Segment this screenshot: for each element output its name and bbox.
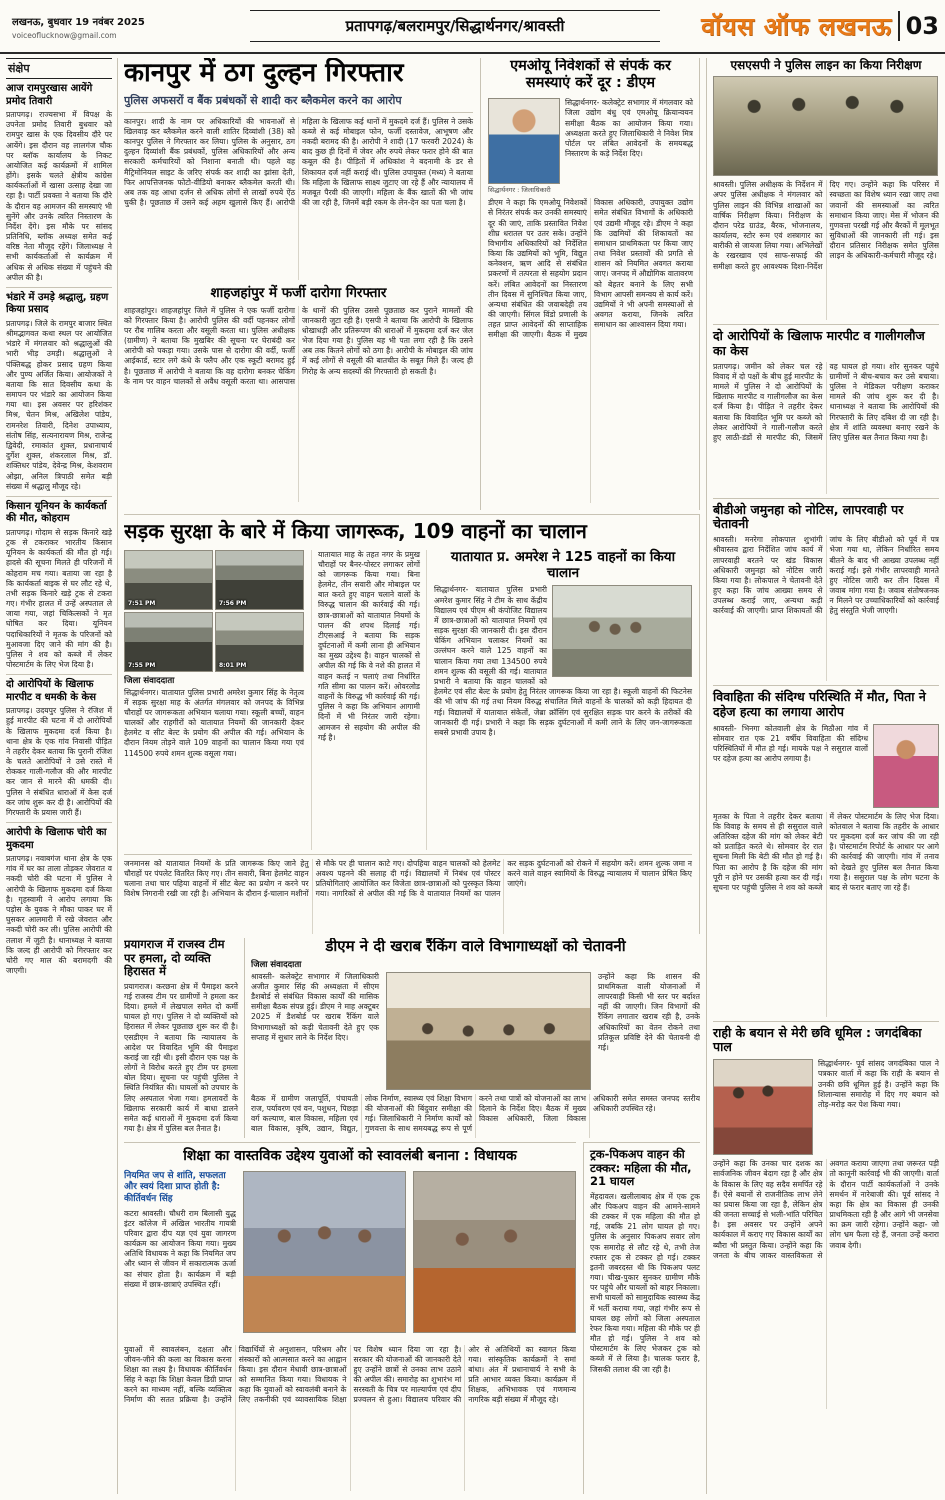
article-body-left: सिद्धार्थनगर। यातायात पुलिस प्रभारी अमरेश कुमार सिंह के नेतृत्व में सड़क सुरक्षा माह के अंतर्गत मंगलवार को जनपद के विभिन्न चौराहों पर जागरूकता अभियान चलाया गया। स्कूली बच्चों, वाहन चालकों और राहगीरों को यातायात नियमों की जानकारी देकर हेलमेट व सीट बेल्ट के प्रयोग की अपील की गई। अभियान के दौरान नियम तोड़ने वाले 109 वाहनों का चालान किया गया एवं 114500 रुपये शमन शुल्क वसूला गया। — [124, 687, 304, 758]
brief-headline: आरोपी के खिलाफ चोरी का मुकदमा — [6, 827, 107, 851]
nested-article-body: सिद्धार्थनगर- यातायात पुलिस प्रभारी अमरेश कुमार सिंह ने टीम के साथ केंद्रीय विद्यालय एवं पीएम श्री कंपोजिट विद्यालय में छात्र-छात्राओं को यातायात नियमों एवं सड़क सुरक्षा की जानकारी दी। इस दौरान चेकिंग अभियान चलाकर नियमों का उल्लंघन करने वाले 125 वाहनों का चालान किया गया तथा 134500 रुपये शमन शुल्क की वसूली की गई। यातायात प्रभारी ने बताया कि वाहन चालकों को हेलमेट एवं सीट बेल्ट के प्रयोग हेतु निरंतर जागरूक किया जा रहा है। स्कूली वाहनों की फिटनेस की भी जांच की गई तथा नियम विरुद्ध संचालित मिले वाहनों के चालकों को कड़ी हिदायत दी गई। विद्यालयों में यातायात संकेतों, जेब्रा क्रॉसिंग एवं सुरक्षित सड़क पार करने के तरीकों की जानकारी दी गई। प्रभारी ने कहा कि सड़क दुर्घटनाओं में कमी लाने के लिए जन-जागरूकता सबसे प्रभावी उपाय है। — [434, 585, 692, 737]
photo-timestamp: 8:01 PM — [219, 661, 247, 669]
photo-timestamp: 7:56 PM — [219, 599, 247, 607]
byline: जिला संवाददाता — [251, 959, 302, 970]
divider — [713, 498, 939, 499]
contact-email[interactable]: voiceoflucknow@gmail.com — [12, 31, 117, 40]
sub-article-headline: शाहजहांपुर में फर्जी दारोगा गिरफ्तार — [210, 284, 387, 301]
article-lead: श्रावस्ती- भिनगा कोतवाली क्षेत्र के मिठौआ गांव में सोमवार रात एक 21 वर्षीय विवाहिता की संदिग्ध परिस्थितियों में मौत हो गई। मायके पक्ष ने ससुराल वालों पर दहेज हत्या का आरोप लगाया है। — [713, 723, 868, 764]
article-rahi-jagdambika-pal — [713, 1026, 939, 1410]
nested-article-headline: यातायात प्र. अमरेश ने 125 वाहनों का किया चालान — [450, 548, 676, 581]
article-headline: विवाहिता की संदिग्ध परिस्थिति में मौत, पिता ने दहेज हत्या का लगाया आरोप — [713, 689, 926, 719]
brief-item — [6, 292, 112, 492]
divider — [124, 112, 473, 113]
photo-caption: सिद्धार्थनगर : जिलाधिकारी — [488, 186, 551, 195]
photo-timestamp: 7:55 PM — [128, 661, 156, 669]
photo-figure — [488, 98, 560, 194]
brief-body: प्रतापगढ़। उदयपुर पुलिस ने रंजिश में हुई मारपीट की घटना में दो आरोपियों के खिलाफ मुकदमा दर्ज किया है। थाना क्षेत्र के एक गांव निवासी पीड़ित ने तहरीर देकर बताया कि पुरानी रंजिश के चलते आरोपियों ने उसे रास्ते में रोककर गाली-गलौज की और मारपीट कर जान से मारने की धमकी दी। पुलिस ने संबंधित धाराओं में केस दर्ज कर जांच शुरू कर दी है। आरोपियों की गिरफ्तारी के प्रयास जारी हैं। — [6, 706, 112, 817]
article-prayagraj-attack — [124, 938, 245, 1138]
article-body: श्रावस्ती। मनरेगा लोकपाल शुभांगी श्रीवास्तव द्वारा निर्देशित जांच कार्य में लापरवाही बरतने पर खंड विकास अधिकारी जमुनहा को नोटिस जारी किया गया है। लोकपाल ने चेतावनी देते हुए कहा कि जांच आख्या समय से उपलब्ध कराई जाए, अन्यथा कड़ी कार्रवाई की जाएगी। प्राप्त शिकायतों की जांच के लिए बीडीओ को पूर्व में पत्र भेजा गया था, लेकिन निर्धारित समय बीतने के बाद भी आख्या उपलब्ध नहीं कराई गई। इसे गंभीर लापरवाही मानते हुए नोटिस जारी कर तीन दिवस में जवाब मांगा गया है। जवाब संतोषजनक न मिलने पर उच्चाधिकारियों को कार्रवाई हेतु संस्तुति भेजी जाएगी। — [713, 535, 939, 616]
article-columns — [251, 972, 700, 1090]
page-number: 03 — [905, 12, 939, 40]
lead-with-photo — [488, 98, 693, 194]
brief-item — [6, 83, 112, 283]
divider — [6, 674, 112, 675]
article-body: उन्होंने कहा कि उनका चार दशक का सार्वजनिक जीवन बेदाग रहा है और क्षेत्र के विकास के लिए वह सदैव समर्पित रहे हैं। ऐसे बयानों से राजनीतिक लाभ लेने का प्रयास किया जा रहा है, लेकिन क्षेत्र की जनता सच्चाई से भली-भांति परिचित है। इस अवसर पर उन्होंने अपने कार्यकाल में कराए गए विकास कार्यों का ब्यौरा भी प्रस्तुत किया। उन्होंने कहा कि जनता के बीच जाकर वास्तविकता से अवगत कराया जाएगा तथा जरूरत पड़ी तो कानूनी कार्रवाई भी की जाएगी। वार्ता के दौरान पार्टी कार्यकर्ताओं ने उनके समर्थन में नारेबाजी की। पूर्व सांसद ने कहा कि क्षेत्र का विकास ही उनकी प्राथमिकता रही है और आगे भी जनसेवा का क्रम जारी रहेगा। उन्होंने कहा- जो लोग भ्रम फैला रहे हैं, जनता उन्हें करारा जवाब देगी। — [713, 1159, 939, 1260]
dm-portrait-photo — [488, 98, 560, 184]
article-body: डीएम ने कहा कि एमओयू निवेशकों से निरंतर संपर्क कर उनकी समस्याएं दूर की जाएं, ताकि प्रस्तावित निवेश शीघ्र धरातल पर उतर सके। उन्होंने विभागीय अधिकारियों को निर्देशित किया कि उद्यमियों को भूमि, विद्युत कनेक्शन, ऋण आदि से संबंधित प्रकरणों में तत्परता से सहयोग प्रदान करें। लंबित आवेदनों का निस्तारण तीन दिवस में सुनिश्चित किया जाए, अन्यथा संबंधित की जवाबदेही तय की जाएगी। सिंगल विंडो प्रणाली के तहत प्राप्त आवेदनों की साप्ताहिक समीक्षा की जाएगी। बैठक में मुख्य विकास अधिकारी, उपायुक्त उद्योग समेत संबंधित विभागों के अधिकारी एवं उद्यमी मौजूद रहे। डीएम ने कहा कि उद्यमियों की शिकायतों का समाधान प्राथमिकता पर किया जाए तथा निवेश प्रस्तावों की प्रगति से शासन को नियमित अवगत कराया जाए। जनपद में औद्योगिक वातावरण को बेहतर बनाने के लिए सभी विभाग आपसी समन्वय से कार्य करें। उद्यमियों ने भी अपनी समस्याओं से अवगत कराया, जिनके त्वरित समाधान का आश्वासन दिया गया। — [488, 198, 693, 340]
edition-date: लखनऊ, बुधवार 19 नवंबर 2025 — [12, 17, 145, 28]
article-body-bottom: जनमानस को यातायात नियमों के प्रति जागरूक किए जाने हेतु चौराहों पर पंपलेट वितरित किए गए। तीन सवारी, बिना हेलमेट वाहन चलाना तथा चार पहिया वाहनों में सीट बेल्ट का प्रयोग न करने पर विशेष निगरानी रखी जा रही है। अभियान के दौरान ई-चालान मशीनों से मौके पर ही चालान काटे गए। दोपहिया वाहन चालकों को हेलमेट अवश्य पहनने की सलाह दी गई। विद्यालयों में निबंध एवं पोस्टर प्रतियोगिताएं आयोजित कर विजेता छात्र-छात्राओं को पुरस्कृत किया गया। नागरिकों से अपील की गई कि वे यातायात नियमों का पालन कर सड़क दुर्घटनाओं को रोकने में सहयोग करें। शमन शुल्क जमा न करने वाले वाहन स्वामियों के विरुद्ध न्यायालय में चालान प्रेषित किए जाएंगे। — [124, 858, 692, 899]
article-body: मृतका के पिता ने तहरीर देकर बताया कि विवाह के समय से ही ससुराल वाले अतिरिक्त दहेज की मांग को लेकर बेटी को प्रताड़ित करते थे। सोमवार देर रात सूचना मिली कि बेटी की मौत हो गई है। पिता का आरोप है कि दहेज की मांग पूरी न होने पर उसकी हत्या कर दी गई। सूचना पर पहुंची पुलिस ने शव को कब्जे में लेकर पोस्टमार्टम के लिए भेज दिया। कोतवाल ने बताया कि तहरीर के आधार पर मुकदमा दर्ज कर जांच की जा रही है। पोस्टमार्टम रिपोर्ट के आधार पर आगे की कार्रवाई की जाएगी। गांव में तनाव को देखते हुए पुलिस बल तैनात किया गया है। ससुराल पक्ष के लोग घटना के बाद से फरार बताए जा रहे हैं। — [713, 811, 939, 892]
event-photo-2 — [413, 1171, 576, 1333]
brief-item — [6, 827, 112, 976]
article-bdo-notice — [713, 503, 939, 682]
article-lead: सिद्धार्थनगर- कलेक्ट्रेट सभागार में मंगलवार को जिला उद्योग बंधु एवं एमओयू क्रियान्वयन समीक्षा बैठक का आयोजन किया गया। अध्यक्षता करते हुए जिलाधिकारी ने निवेश मित्र पोर्टल पर लंबित आवेदनों के समयबद्ध निस्तारण के कड़े निर्देश दिए। — [565, 98, 693, 159]
brief-headline: किसान यूनियन के कार्यकर्ता की मौत, कोहराम — [6, 500, 107, 525]
brief-item — [6, 501, 112, 670]
article-dm-ranking-warning — [251, 938, 700, 1138]
article-headline: राही के बयान से मेरी छवि धूमिल : जगदंबिका पाल — [713, 1024, 922, 1055]
article-headline: प्रयागराज में राजस्व टीम पर हमला, दो व्यक्ति हिरासत में — [124, 938, 225, 979]
article-vivahita-death — [713, 690, 939, 1017]
brief-item — [6, 679, 112, 818]
article-body: कानपुर। शादी के नाम पर अधिकारियों की भावनाओं से खिलवाड़ कर ब्लैकमेल करने वाली शातिर दिव्यांशी (38) को कानपुर पुलिस ने गिरफ्तार कर लिया। पुलिस के अनुसार, ठग दुल्हन दिव्यांशी बैंक प्रबंधकों, पुलिस अधिकारियों और अन्य सरकारी कर्मचारियों को निशाना बनाती थी। पहले वह मैट्रिमोनियल साइट के जरिए संपर्क कर शादी का झांसा देती, फिर आपत्तिजनक फोटो-वीडियो बनाकर ब्लैकमेल करती थी। अब तक वह आधा दर्जन से अधिक लोगों से लाखों रुपये ऐंठ चुकी है। पूछताछ में उसने कई अहम खुलासे किए हैं। आरोपी महिला के खिलाफ कई थानों में मुकदमे दर्ज हैं। पुलिस ने उसके कब्जे से कई मोबाइल फोन, फर्जी दस्तावेज, आभूषण और नकदी बरामद की है। आरोपी ने शादी (17 फरवरी 2024) के बाद कुछ ही दिनों में जेवर और रुपये लेकर फरार होने की बात कबूल की है। पीड़ितों में अधिकांश ने बदनामी के डर से शिकायत दर्ज नहीं कराई थी। पुलिस उपायुक्त (मध्य) ने बताया कि महिला के खिलाफ साक्ष्य जुटाए जा रहे हैं और न्यायालय में मजबूत पैरवी की जाएगी। महिला के बैंक खातों की भी जांच की जा रही है, जिनमें बड़ी रकम के लेन-देन का पता चला है। — [124, 116, 473, 208]
road-safety-photo-2 — [215, 550, 304, 610]
brief-headline: आज रामपुरखास आयेंगे प्रमोद तिवारी — [6, 83, 93, 107]
article-headline: बीडीओ जमुनहा को नोटिस, लापरवाही पर चेतावनी — [713, 501, 904, 532]
foundation-ceremony-photo — [713, 1059, 813, 1155]
right-column — [706, 58, 939, 1494]
article-body-left: श्रावस्ती- कलेक्ट्रेट सभागार में जिलाधिकारी अजीत कुमार सिंह की अध्यक्षता में सीएम डैशबोर्ड से संबंधित विकास कार्यों की मासिक समीक्षा बैठक संपन्न हुई। डीएम ने माह अक्टूबर 2025 में डैशबोर्ड पर खराब रैंकिंग वाले विभागाध्यक्षों को कड़ी चेतावनी देते हुए एक सप्ताह में सुधार लाने के निर्देश दिए। — [251, 971, 379, 1042]
article-body: प्रतापगढ़। जमीन को लेकर चल रहे विवाद में दो पक्षों के बीच हुई मारपीट के मामले में पुलिस ने दो आरोपियों के खिलाफ मारपीट व गालीगलौज का केस दर्ज किया है। पीड़ित ने तहरीर देकर बताया कि विवादित भूमि पर कब्जे को लेकर आरोपियों ने गाली-गलौज करते हुए लाठी-डंडों से मारपीट की, जिसमें वह घायल हो गया। शोर सुनकर पहुंचे ग्रामीणों ने बीच-बचाव कर उसे बचाया। पुलिस ने मेडिकल परीक्षण कराकर मामले की जांच शुरू कर दी है। थानाध्यक्ष ने बताया कि आरोपियों की गिरफ्तारी के लिए दबिश दी जा रही है। क्षेत्र में शांति व्यवस्था बनाए रखने के लिए पुलिस बल तैनात किया गया है। — [713, 361, 939, 442]
road-safety-photo-1 — [124, 550, 213, 610]
article-headline: एमओयू निवेशकों से संपर्क कर समस्याएं करें दूर : डीएम — [510, 58, 671, 92]
brief-body: प्रतापगढ़। जिले के रामपुर बाजार स्थित श्रीमद्भागवत कथा स्थल पर आयोजित भंडारे में मंगलवार को श्रद्धालुओं की भारी भीड़ उमड़ी। श्रद्धालुओं ने पंक्तिबद्ध होकर प्रसाद ग्रहण किया और पुण्य अर्जित किया। आयोजकों ने बताया कि सात दिवसीय कथा के समापन पर भंडारे का आयोजन किया गया था। इस अवसर पर हरिशंकर मिश्र, चेतन मिश्र, अखिलेश पांडेय, रामनरेश तिवारी, दिनेश उपाध्याय, संतोष सिंह, सत्यनारायण मिश्र, राजेन्द्र द्विवेदी, रमाकांत शुक्ल, प्रधानाचार्य दुर्गेश शुक्ल, शंकरलाल मिश्र, डॉ. शक्तिधर पांडेय, देवेन्द्र मिश्र, केशवराम ओझा, अनिल त्रिपाठी समेत बड़ी संख्या में श्रद्धालु मौजूद रहे। — [6, 318, 112, 491]
article-body-bottom: युवाओं में स्वावलंबन, दक्षता और जीवन-जीने की कला का विकास करना शिक्षा का लक्ष्य है। विधायक कीर्तिवर्धन सिंह ने कहा कि शिक्षा केवल डिग्री प्राप्त करने का माध्यम नहीं, बल्कि व्यक्तित्व निर्माण की सतत प्रक्रिया है। उन्होंने विद्यार्थियों से अनुशासन, परिश्रम और संस्कारों को आत्मसात करने का आह्वान किया। इस दौरान मेधावी छात्र-छात्राओं को सम्मानित किया गया। विधायक ने कहा कि युवाओं को स्वावलंबी बनाने के लिए तकनीकी एवं व्यावसायिक शिक्षा पर विशेष ध्यान दिया जा रहा है। सरकार की योजनाओं की जानकारी देते हुए उन्होंने छात्रों से उनका लाभ उठाने की अपील की। समारोह का शुभारंभ मां सरस्वती के चित्र पर माल्यार्पण एवं दीप प्रज्वलन से हुआ। विद्यालय परिवार की ओर से अतिथियों का स्वागत किया गया। सांस्कृतिक कार्यक्रमों ने समां बांधा। अंत में प्रधानाचार्य ने सभी के प्रति आभार व्यक्त किया। कार्यक्रम में शिक्षक, अभिभावक एवं गणमान्य नागरिक बड़ी संख्या में मौजूद रहे। — [124, 1344, 576, 1405]
kicker-column — [124, 1171, 236, 1339]
divider — [6, 287, 112, 288]
article-columns — [124, 1171, 576, 1339]
lead-with-photo — [713, 1059, 939, 1155]
article-body-bottom: बैठक में ग्रामीण जलापूर्ति, पंचायती राज, पर्यावरण एवं वन, पशुधन, पिछड़ा वर्ग कल्याण, बाल विकास, महिला एवं बाल विकास, कृषि, उद्यान, विद्युत, लोक निर्माण, स्वास्थ्य एवं शिक्षा विभाग की योजनाओं की बिंदुवार समीक्षा की गई। जिलाधिकारी ने निर्माण कार्यों को गुणवत्ता के साथ समयबद्ध रूप से पूर्ण करने तथा पात्रों को योजनाओं का लाभ दिलाने के निर्देश दिए। बैठक में मुख्य विकास अधिकारी, जिला विकास अधिकारी समेत समस्त जनपद स्तरीय अधिकारी उपस्थित रहे। — [251, 1093, 700, 1134]
brief-body: प्रतापगढ़। नवाबगंज थाना क्षेत्र के एक गांव में घर का ताला तोड़कर जेवरात व नकदी चोरी की घटना में पुलिस ने आरोपी के खिलाफ मुकदमा दर्ज किया है। गृहस्वामी ने आरोप लगाया कि पड़ोस के युवक ने मौका पाकर घर में घुसकर आलमारी में रखे जेवरात और नकदी चोरी कर ली। पुलिस आरोपी की तलाश में जुटी है। थानाध्यक्ष ने बताया कि जल्द ही आरोपी को गिरफ्तार कर चोरी गए माल की बरामदगी की जाएगी। — [6, 854, 112, 976]
article-body-left: कटरा श्रावस्ती। चौधरी राम बिलासी युद्ध इंटर कॉलेज में अखिल भारतीय गायत्री परिवार द्वारा दीप यज्ञ एवं युवा जागरण कार्यक्रम का आयोजन किया गया। मुख्य अतिथि विधायक ने कहा कि नियमित जप और ध्यान से जीवन में सकारात्मक ऊर्जा का संचार होता है। कार्यक्रम में बड़ी संख्या में छात्र-छात्राएं उपस्थित रहीं। — [124, 1208, 236, 1289]
divider — [6, 822, 112, 823]
road-safety-photo-4 — [215, 612, 304, 672]
article-headline: सड़क सुरक्षा के बारे में किया जागरूक, 109 वाहनों का चालान — [124, 519, 587, 543]
masthead-title: वॉयस ऑफ लखनऊ — [701, 12, 892, 41]
photo-column — [124, 550, 304, 850]
deceased-woman-photo — [873, 724, 939, 808]
region-strip — [250, 10, 660, 42]
event-photo-1 — [243, 1171, 406, 1333]
article-headline: शिक्षा का वास्तविक उद्देश्य युवाओं को स्वावलंबी बनाना : विधायक — [183, 1148, 517, 1164]
article-truck-pickup-accident — [583, 1142, 700, 1494]
brief-headline: भंडारे में उमड़े श्रद्धालु, ग्रहण किया प्रसाद — [6, 291, 109, 316]
article-headline: कानपुर में ठग दुल्हन गिरफ्तार — [124, 58, 404, 88]
article-body-mid: यातायात माह के तहत नगर के प्रमुख चौराहों पर बैनर-पोस्टर लगाकर लोगों को जागरूक किया गया। बिना हेलमेट, तीन सवारी और मोबाइल पर बात करते हुए वाहन चलाने वालों के विरुद्ध चालान की कार्रवाई की गई। छात्र-छात्राओं को यातायात नियमों के पालन की शपथ दिलाई गई। टीएसआई ने बताया कि सड़क दुर्घटनाओं में कमी लाना ही अभियान का मुख्य उद्देश्य है। वाहन चालकों से अपील की गई कि वे नशे की हालत में वाहन कतई न चलाएं तथा निर्धारित गति सीमा का पालन करें। ओवरलोड वाहनों के विरुद्ध भी कार्रवाई की गई। पुलिस ने कहा कि अभियान आगामी दिनों में भी निरंतर जारी रहेगा। आमजन से सहयोग की अपील की गई है। — [311, 550, 427, 850]
brief-body: प्रतापगढ़। गोदाम से सड़क किनारे खड़े ट्रक से टकराकर भारतीय किसान यूनियन के कार्यकर्ता की मौत हो गई। हादसे की सूचना मिलते ही परिजनों में कोहराम मच गया। बताया जा रहा है कि कार्यकर्ता बाइक से घर लौट रहे थे, तभी सड़क किनारे खड़े ट्रक से टकरा गए। गंभीर हालत में उन्हें अस्पताल ले जाया गया, जहां चिकित्सकों ने मृत घोषित कर दिया। यूनियन पदाधिकारियों ने मृतक के परिजनों को मुआवजा दिए जाने की मांग की है। पुलिस ने शव को कब्जे में लेकर पोस्टमार्टम के लिए भेज दिया है। — [6, 527, 112, 670]
article-headline: ट्रक-पिकअप वाहन की टक्कर: महिला की मौत, 21 घायल — [590, 1147, 692, 1189]
masthead-divider — [898, 11, 900, 41]
article-road-safety — [124, 514, 700, 934]
article-education-mla — [124, 1142, 576, 1494]
article-columns — [124, 550, 692, 850]
article-headline: दो आरोपियों के खिलाफ मारपीट व गालीगलौज का केस — [713, 328, 925, 358]
article-body: मेंहदावल। खलीलाबाद क्षेत्र में एक ट्रक और पिकअप वाहन की आमने-सामने की टक्कर में एक महिला की मौत हो गई, जबकि 21 लोग घायल हो गए। पुलिस के अनुसार पिकअप सवार लोग एक समारोह से लौट रहे थे, तभी तेज रफ्तार ट्रक से टक्कर हो गई। टक्कर इतनी जबरदस्त थी कि पिकअप पलट गया। चीख-पुकार सुनकर ग्रामीण मौके पर पहुंचे और घायलों को बाहर निकाला। सभी घायलों को सामुदायिक स्वास्थ्य केंद्र में भर्ती कराया गया, जहां गंभीर रूप से घायल छह लोगों को जिला अस्पताल रेफर किया गया। महिला की मौके पर ही मौत हो गई। पुलिस ने शव को पोस्टमार्टम के लिए भेजकर ट्रक को कब्जे में ले लिया है। चालक फरार है, जिसकी तलाश की जा रही है। — [590, 1191, 700, 1374]
brief-body: प्रतापगढ़। राज्यसभा में विपक्ष के उपनेता प्रमोद तिवारी बुधवार को रामपुर खास के एक दिवसीय दौरे पर आयेंगे। इस दौरान वह लालगंज चौक पर ब्लॉक कार्यालय के निकट आयोजित कई कार्यक्रमों में शामिल होंगे। इसके चलते क्षेत्रीय कांग्रेस कार्यकर्ताओं में खासा उत्साह देखा जा रहा है। पार्टी प्रवक्ता ने बताया कि दौरे के दौरान वह आमजन की समस्याएं भी सुनेंगे और उनके त्वरित निस्तारण के निर्देश देंगे। इस मौके पर सांसद प्रतिनिधि, ब्लॉक अध्यक्ष समेत कई वरिष्ठ नेता मौजूद रहेंगे। जिलाध्यक्ष ने सभी कार्यकर्ताओं से कार्यक्रम में अधिक से अधिक संख्या में पहुंचने की अपील की है। — [6, 110, 112, 282]
divider — [713, 324, 939, 325]
article-kicker: नियमित जप से शांति, सफलता और स्वयं दिशा प्राप्त होती है: कीर्तिवर्धन सिंह — [124, 1170, 226, 1204]
divider — [713, 1021, 939, 1022]
page-header — [0, 0, 945, 54]
divider — [713, 685, 939, 686]
review-meeting-photo — [386, 972, 591, 1090]
road-safety-photo-3 — [124, 612, 213, 672]
briefs-column — [6, 58, 118, 1494]
header-left — [12, 14, 222, 40]
lead-with-photo — [713, 724, 939, 808]
brief-headline: दो आरोपियों के खिलाफ मारपीट व धमकी के केस — [6, 679, 96, 703]
divider — [6, 496, 112, 497]
article-body-right: उन्होंने कहा कि शासन की प्राथमिकता वाली योजनाओं में लापरवाही किसी भी स्तर पर बर्दाश्त नहीं की जाएगी। जिन विभागों की रैंकिंग लगातार खराब रही है, उनके अधिकारियों का वेतन रोकने तथा प्रतिकूल प्रविष्टि देने की चेतावनी दी गई। — [598, 971, 700, 1052]
photo-timestamp: 7:51 PM — [128, 599, 156, 607]
police-inspection-photo — [713, 76, 938, 176]
article-headline: डीएम ने दी खराब रैंकिंग वाले विभागाध्यक्षों को चेतावनी — [325, 938, 626, 955]
traffic-awareness-photo — [552, 585, 692, 677]
sub-article-body: शाहजहांपुर। शाहजहांपुर जिले में पुलिस ने एक फर्जी दारोगा को गिरफ्तार किया है। आरोपी पुलिस की वर्दी पहनकर लोगों पर रौब गालिब करता और वसूली करता था। पुलिस अधीक्षक (ग्रामीण) ने बताया कि मुखबिर की सूचना पर घेराबंदी कर आरोपी को पकड़ा गया। उसके पास से दारोगा की वर्दी, फर्जी आईकार्ड, स्टार लगे कंधे के फ्लैप और एक स्कूटी बरामद हुई है। पूछताछ में आरोपी ने बताया कि वह दारोगा बनकर चेकिंग के नाम पर वाहन चालकों से अवैध वसूली करता था। आसपास के थानों की पुलिस उससे पूछताछ कर पुराने मामलों की जानकारी जुटा रही है। एसपी ने बताया कि आरोपी के खिलाफ धोखाधड़ी और प्रतिरूपण की धाराओं में मुकदमा दर्ज कर जेल भेज दिया गया है। पुलिस यह भी पता लगा रही है कि उसने अब तक कितने लोगों को ठगा है। आरोपी के मोबाइल की जांच में कई लोगों से वसूली की बातचीत के सबूत मिले हैं। जल्द ही गिरोह के अन्य सदस्यों की गिरफ्तारी हो सकती है। — [124, 305, 473, 386]
masthead — [701, 9, 939, 43]
article-body: श्रावस्ती। पुलिस अधीक्षक के निर्देशन में अपर पुलिस अधीक्षक ने मंगलवार को पुलिस लाइन की विभिन्न शाखाओं का वार्षिक निरीक्षण किया। निरीक्षण के दौरान परेड ग्राउंड, बैरक, भोजनालय, कार्यालय, स्टोर रूम एवं शस्त्रागार का बारीकी से जायजा लिया गया। अभिलेखों के रखरखाव एवं साफ-सफाई की समीक्षा करते हुए आवश्यक दिशा-निर्देश दिए गए। उन्होंने कहा कि परिसर में स्वच्छता का विशेष ध्यान रखा जाए तथा जवानों की समस्याओं का त्वरित समाधान किया जाए। मेस में भोजन की गुणवत्ता परखी गई और बैरकों में मूलभूत सुविधाओं की जानकारी ली गई। इस दौरान प्रतिसार निरीक्षक समेत पुलिस लाइन के अधिकारी-कर्मचारी मौजूद रहे। — [713, 180, 939, 271]
briefs-section-title: संक्षेप — [6, 58, 112, 79]
article-mou-dm — [488, 58, 700, 510]
article-lead: सिद्धार्थनगर- पूर्व सांसद जगदंबिका पाल ने पत्रकार वार्ता में कहा कि राही के बयान से उनकी छवि धूमिल हुई है। उन्होंने कहा कि शिलान्यास समारोह में दिए गए बयान को तोड़-मरोड़ कर पेश किया गया। — [818, 1059, 939, 1109]
region-names: प्रतापगढ़/बलरामपुर/सिद्धार्थनगर/श्रावस्ती — [345, 17, 565, 35]
article-kanpur-thag-dulhan — [124, 58, 481, 510]
article-subhead: पुलिस अफसरों व बैंक प्रबंधकों से शादी कर ब्लैकमेल करने का आरोप — [124, 93, 402, 107]
article-headline: एसएसपी ने पुलिस लाइन का किया निरीक्षण — [730, 58, 922, 72]
divider — [124, 854, 692, 855]
photo-grid — [124, 550, 304, 672]
article-marpit-case — [713, 329, 939, 494]
article-body: प्रयागराज। करछना क्षेत्र में पैमाइश करने गई राजस्व टीम पर ग्रामीणों ने हमला कर दिया। हमले में लेखपाल समेत दो कर्मी घायल हो गए। पुलिस ने दो व्यक्तियों को हिरासत में लेकर पूछताछ शुरू कर दी है। एसडीएम ने बताया कि न्यायालय के आदेश पर विवादित भूमि की पैमाइश कराई जा रही थी। इसी दौरान एक पक्ष के लोगों ने विरोध करते हुए टीम पर हमला बोल दिया। सूचना पर पहुंची पुलिस ने स्थिति नियंत्रित की। घायलों को उपचार के लिए अस्पताल भेजा गया। हमलावरों के खिलाफ सरकारी कार्य में बाधा डालने समेत कई धाराओं में मुकदमा दर्ज किया गया है। क्षेत्र में पुलिस बल तैनात है। — [124, 981, 238, 1134]
article-ssp-inspection — [713, 58, 939, 320]
byline: जिला संवाददाता — [124, 675, 175, 686]
nested-article-body-wrap — [434, 585, 692, 738]
nested-article-traffic-125 — [434, 550, 692, 850]
